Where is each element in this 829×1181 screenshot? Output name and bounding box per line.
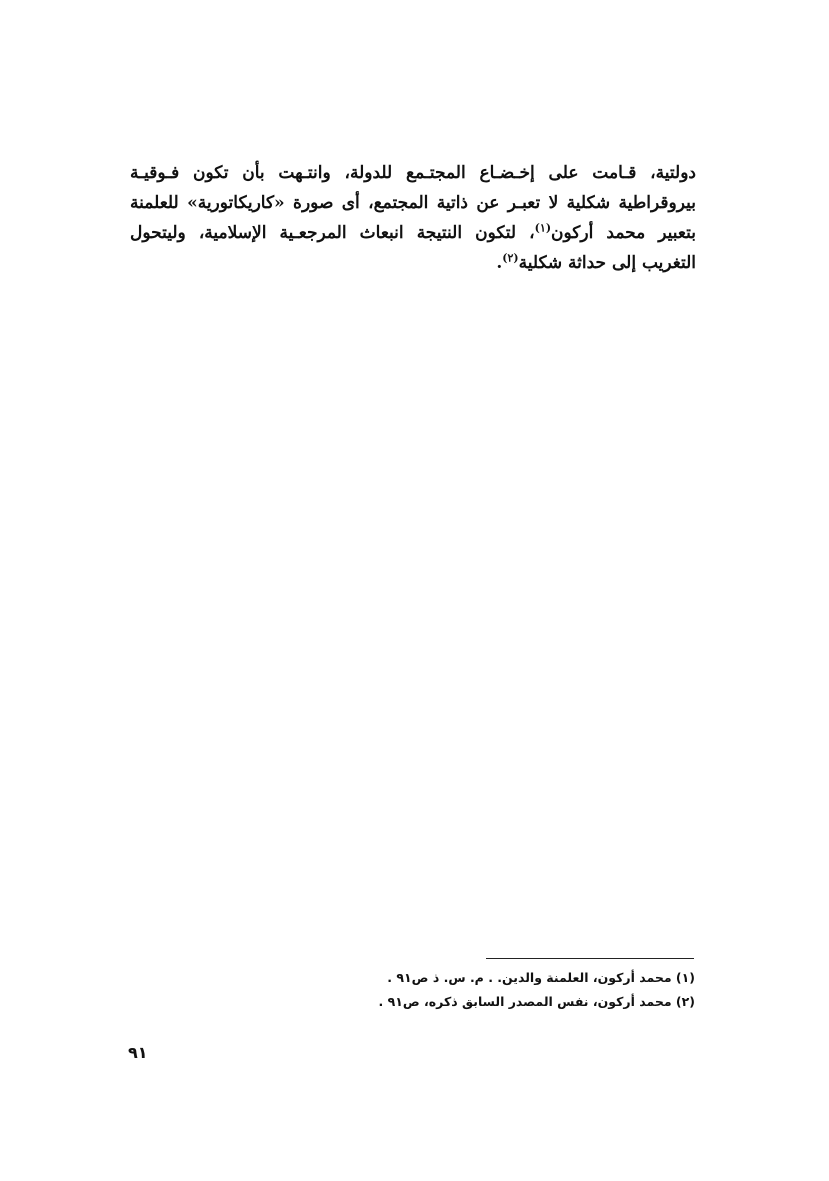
body-line-4-period: . — [496, 253, 503, 273]
body-paragraph — [130, 158, 696, 278]
footnote-ref-2[interactable]: (٢) — [502, 251, 519, 265]
body-line-4 — [130, 248, 696, 278]
body-line-3 — [130, 218, 696, 248]
body-line-4-text: التغريب إلى حداثة شكلية — [518, 253, 696, 273]
footnotes — [275, 966, 695, 1014]
footnote-separator — [486, 958, 694, 959]
body-line-3-end: ، لتكون النتيجة انبعاث المرجعـية الإسلامية، وليتحول — [130, 223, 535, 243]
footnote-2: (٢) محمد أركون، نفس المصدر السابق ذكره، ص٩١ . — [378, 994, 695, 1009]
footnote-ref-1[interactable]: (١) — [534, 221, 552, 235]
page-number: ٩١ — [128, 1043, 148, 1062]
body-line-3-start: بتعبير محمد أركون — [551, 223, 696, 243]
body-line-1: دولتية، قـامت على إخـضـاع المجتـمع للدولة، وانتـهت بأن تكون فـوقيـة — [130, 163, 696, 183]
body-line-2: بيروقراطية شكلية لا تعبـر عن ذاتية المجتمع، أى صورة «كاريكاتورية» للعلمنة — [130, 193, 696, 213]
footnote-1: (١) محمد أركون، العلمنة والدين. . م. س. ذ ص٩١ . — [387, 970, 695, 985]
